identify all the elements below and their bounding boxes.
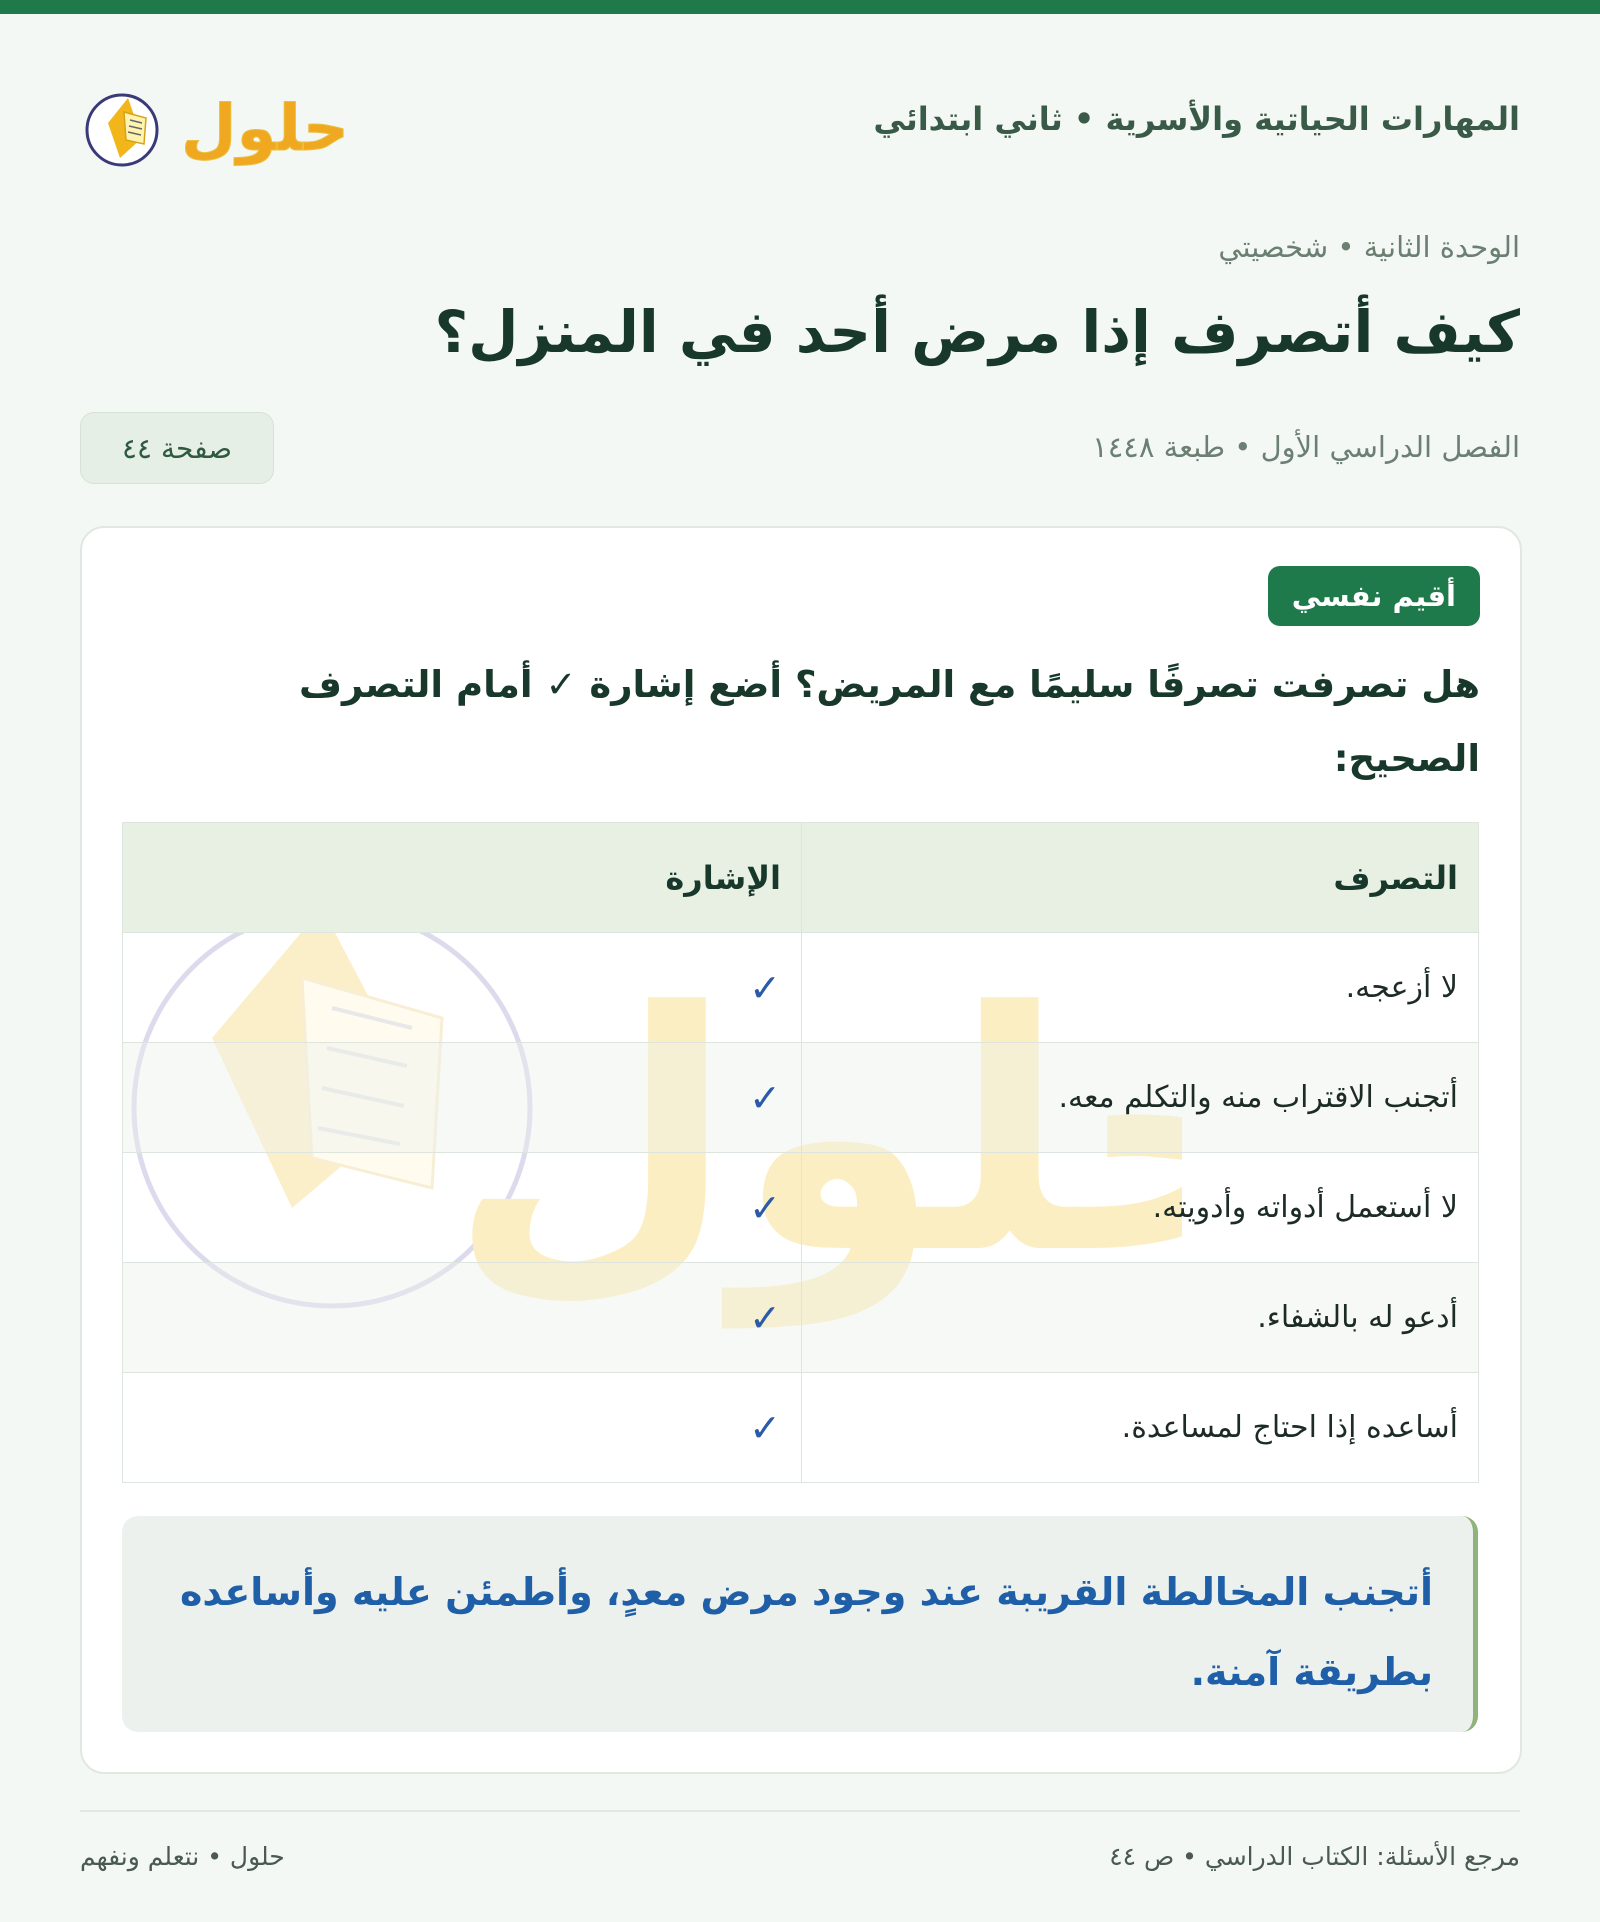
table-row <box>123 933 1479 1043</box>
action-cell: لا أستعمل أدواته وأدويته. <box>802 1153 1479 1263</box>
checkmark-icon: ✓ <box>123 1373 802 1483</box>
page-number-badge: صفحة ٤٤ <box>80 412 274 484</box>
footer-reference: مرجع الأسئلة: الكتاب الدراسي • ص ٤٤ <box>1109 1842 1520 1871</box>
header-mark: الإشارة <box>123 823 802 933</box>
header-action: التصرف <box>802 823 1479 933</box>
checkmark-icon: ✓ <box>123 1263 802 1373</box>
assessment-table <box>122 822 1479 1483</box>
footer-brand: حلول • نتعلم ونفهم <box>80 1842 285 1871</box>
action-cell: لا أزعجه. <box>802 933 1479 1043</box>
footer-divider <box>80 1810 1520 1812</box>
self-assessment-tag: أقيم نفسي <box>1268 566 1480 626</box>
unit-label: الوحدة الثانية • شخصيتي <box>1218 230 1520 264</box>
page-title: كيف أتصرف إذا مرض أحد في المنزل؟ <box>434 298 1520 366</box>
svg-text:حلول: حلول <box>181 92 349 166</box>
action-cell: أدعو له بالشفاء. <box>802 1263 1479 1373</box>
checkmark-icon: ✓ <box>123 1153 802 1263</box>
table-row <box>123 1373 1479 1483</box>
table-header-row <box>123 823 1479 933</box>
subject-heading: المهارات الحياتية والأسرية • ثاني ابتدائي <box>873 100 1520 138</box>
top-accent-bar <box>0 0 1600 14</box>
checkmark-icon: ✓ <box>123 933 802 1043</box>
table-row <box>123 1043 1479 1153</box>
table-row <box>123 1153 1479 1263</box>
action-cell: أساعده إذا احتاج لمساعدة. <box>802 1373 1479 1483</box>
semester-label: الفصل الدراسي الأول • طبعة ١٤٤٨ <box>1092 430 1520 464</box>
question-text: هل تصرفت تصرفًا سليمًا مع المريض؟ أضع إشارة ✓ أمام التصرف الصحيح: <box>298 663 1480 780</box>
action-cell: أتجنب الاقتراب منه والتكلم معه. <box>802 1043 1479 1153</box>
self-assessment-card <box>80 526 1522 1774</box>
table-row <box>123 1263 1479 1373</box>
checkmark-icon: ✓ <box>123 1043 802 1153</box>
summary-note: أتجنب المخالطة القريبة عند وجود مرض معدٍ، وأطمئن عليه وأساعده بطريقة آمنة. <box>122 1516 1478 1732</box>
hulul-logo <box>80 68 360 178</box>
